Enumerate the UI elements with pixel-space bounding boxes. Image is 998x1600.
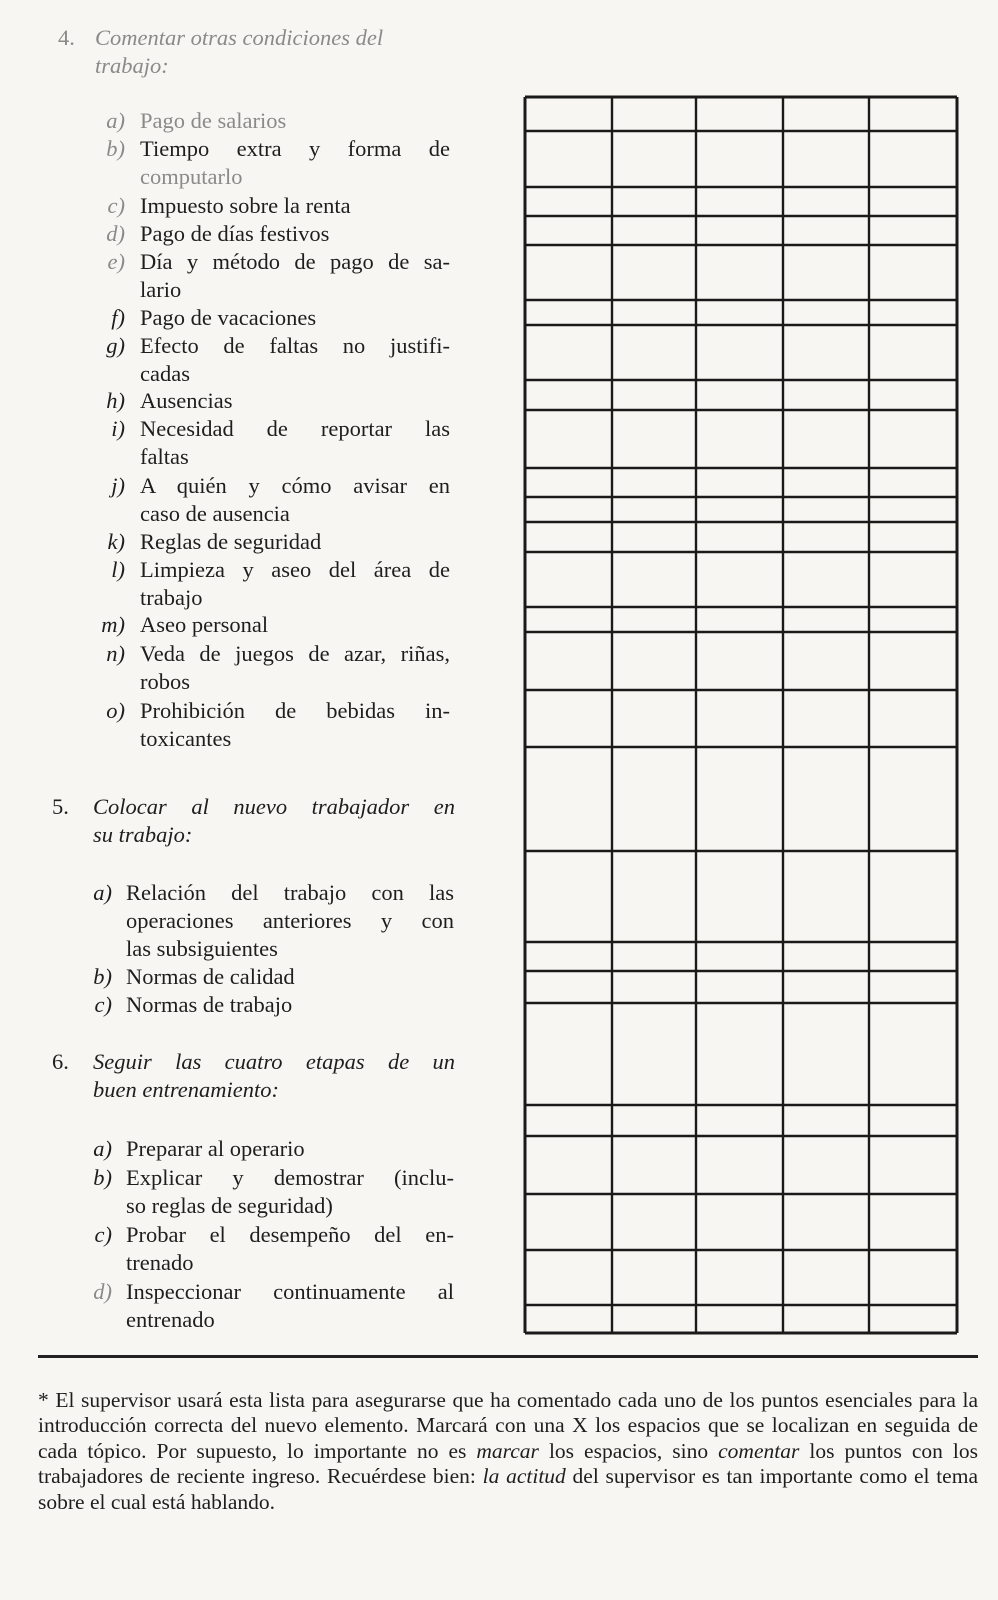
footnote-segment: los puntos con los trabajadores de reciente ingreso. Recuérdese bien: (38, 1438, 978, 1488)
footnote-paragraph (38, 1388, 978, 1516)
item-4j-text-line-2: caso de ausencia (140, 501, 290, 526)
item-4o-text-line-1: Prohibición de bebidas in- (140, 698, 450, 723)
item-4o-text-line-2: toxicantes (140, 726, 232, 751)
item-5b-label: b) (93, 964, 112, 989)
item-6a-text: Preparar al operario (126, 1136, 305, 1161)
item-5a-text-line-2: operaciones anteriores y con (126, 908, 454, 933)
item-4d-text: Pago de días festivos (140, 221, 330, 246)
item-4n-text-line-1: Veda de juegos de azar, riñas, (140, 641, 450, 666)
item-4b-text-line-2: computarlo (140, 164, 243, 189)
item-5a-label: a) (93, 880, 112, 905)
section-4-title-line-1: Comentar otras condiciones del (95, 25, 384, 50)
item-4g-text-line-2: cadas (140, 361, 190, 386)
section-6-number: 6. (52, 1049, 69, 1074)
checklist-text-column (0, 0, 470, 1340)
item-4e-label: e) (107, 249, 125, 274)
item-4o-label: o) (106, 698, 125, 723)
item-5a-text-line-3: las subsiguientes (126, 936, 278, 961)
item-5c-label: c) (94, 992, 112, 1017)
section-5-title-line-1: Colocar al nuevo trabajador en (93, 794, 455, 819)
item-6b-text-line-2: so reglas de seguridad) (126, 1193, 333, 1218)
item-4h-label: h) (106, 388, 125, 413)
footnote-segment: la actitud (482, 1464, 566, 1488)
item-6c-text-line-1: Probar el desempeño del en- (126, 1222, 454, 1247)
item-6a-label: a) (93, 1136, 112, 1161)
item-6b-text-line-1: Explicar y demostrar (inclu- (126, 1165, 454, 1190)
footnote-segment: comentar (718, 1438, 800, 1463)
item-4n-text-line-2: robos (140, 669, 190, 694)
item-4i-text-line-1: Necesidad de reportar las (140, 416, 450, 441)
item-4b-text-line-1: Tiempo extra y forma de (140, 136, 450, 161)
item-6d-text-line-1: Inspeccionar continuamente al (126, 1279, 454, 1304)
footnote-segment: * El supervisor usará esta lista para asegurarse que ha comentado cada uno de los puntos esenciales para la introducción correcta del nuevo elemento. Marcará con una X los espacios que se localizan en seguida de cada tópico. Por supuesto, lo importante no es (38, 1387, 978, 1463)
section-4-title-line-2: trabajo: (95, 53, 169, 78)
section-4-number: 4. (58, 25, 75, 50)
item-4g-text-line-1: Efecto de faltas no justifi- (140, 333, 450, 358)
item-4l-text-line-2: trabajo (140, 585, 203, 610)
section-5-number: 5. (52, 794, 69, 819)
item-4a-text: Pago de salarios (140, 108, 287, 133)
item-4k-text: Reglas de seguridad (140, 529, 322, 554)
item-4i-text-line-2: faltas (140, 444, 189, 469)
item-4e-text-line-1: Día y método de pago de sa- (140, 249, 450, 274)
footnote-divider (38, 1355, 978, 1358)
item-4c-label: c) (107, 193, 125, 218)
footnote-segment: los espacios, sino (538, 1438, 719, 1463)
item-4g-label: g) (106, 333, 125, 358)
section-6-title-line-1: Seguir las cuatro etapas de un (93, 1049, 455, 1074)
item-4f-label: f) (111, 305, 125, 330)
checklist-grid-svg (523, 95, 963, 1336)
item-6c-text-line-2: trenado (126, 1250, 194, 1275)
item-5a-text-line-1: Relación del trabajo con las (126, 880, 454, 905)
item-4k-label: k) (107, 529, 125, 554)
item-4m-text: Aseo personal (140, 612, 269, 637)
item-4f-text: Pago de vacaciones (140, 305, 317, 330)
item-6d-label: d) (93, 1279, 112, 1304)
item-6d-text-line-2: entrenado (126, 1307, 215, 1332)
item-4l-label: l) (111, 557, 125, 582)
item-5c-text: Normas de trabajo (126, 992, 293, 1017)
item-4c-text: Impuesto sobre la renta (140, 193, 351, 218)
footnote-segment: marcar (476, 1438, 539, 1463)
section-5-title-line-2: su trabajo: (93, 822, 193, 847)
item-4h-text: Ausencias (140, 388, 233, 413)
item-4e-text-line-2: lario (140, 277, 182, 302)
item-4j-label: j) (111, 473, 125, 498)
item-4m-label: m) (101, 612, 125, 637)
item-5b-text: Normas de calidad (126, 964, 295, 989)
item-4d-label: d) (106, 221, 125, 246)
item-4i-label: i) (111, 416, 125, 441)
item-4j-text-line-1: A quién y cómo avisar en (140, 473, 450, 498)
item-6b-label: b) (93, 1165, 112, 1190)
footnote-segment: del supervisor es tan importante como el tema sobre el cual está hablando. (38, 1464, 978, 1514)
item-4a-label: a) (106, 108, 125, 133)
section-6-title-line-2: buen entrenamiento: (93, 1077, 279, 1102)
item-4l-text-line-1: Limpieza y aseo del área de (140, 557, 450, 582)
item-6c-label: c) (94, 1222, 112, 1247)
item-4b-label: b) (106, 136, 125, 161)
checklist-grid (523, 95, 963, 1336)
item-4n-label: n) (106, 641, 125, 666)
